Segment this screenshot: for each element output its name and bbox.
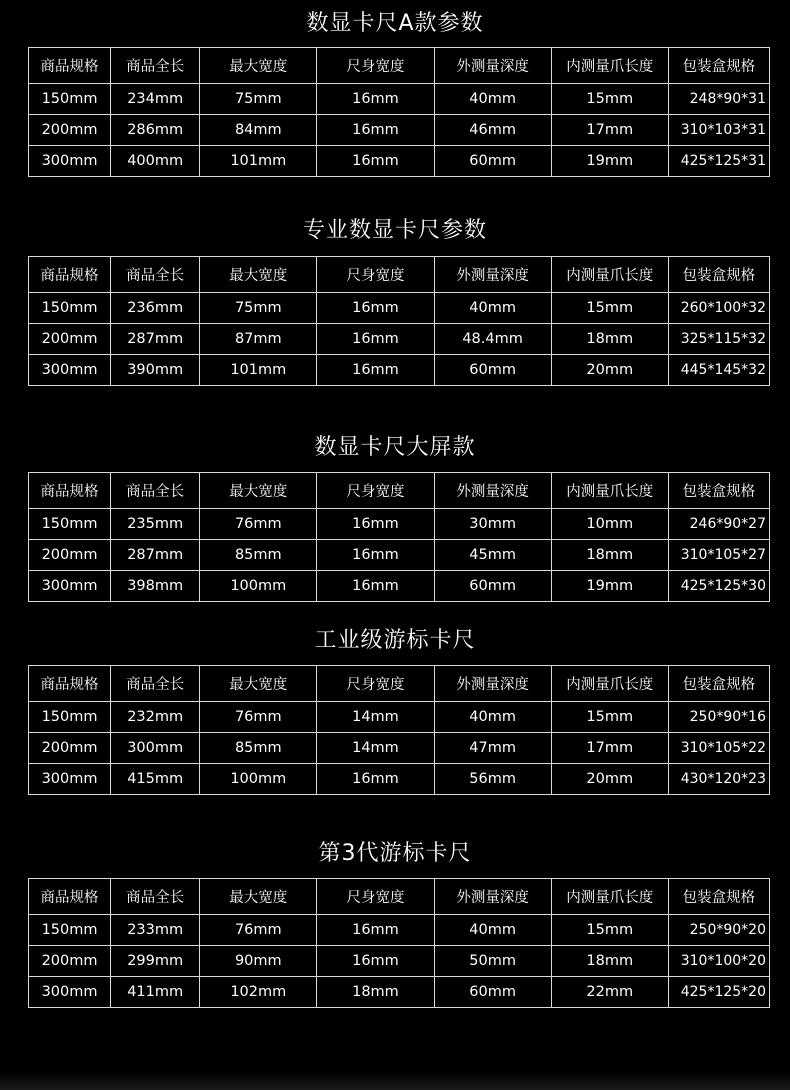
table-row bbox=[29, 946, 770, 977]
table-cell: 46mm bbox=[434, 115, 551, 146]
header-cell-max-width: 最大宽度 bbox=[200, 48, 317, 84]
table-cell: 325*115*32 bbox=[668, 324, 769, 355]
header-cell-max-width: 最大宽度 bbox=[200, 879, 317, 915]
table-cell: 22mm bbox=[551, 977, 668, 1008]
header-cell-max-width: 最大宽度 bbox=[200, 473, 317, 509]
table-cell: 40mm bbox=[434, 702, 551, 733]
table-cell: 150mm bbox=[29, 702, 111, 733]
table-cell: 16mm bbox=[317, 571, 434, 602]
table-cell: 236mm bbox=[111, 293, 200, 324]
table-cell: 200mm bbox=[29, 733, 111, 764]
header-row bbox=[29, 257, 770, 293]
header-row bbox=[29, 48, 770, 84]
section-title: 专业数显卡尺参数 bbox=[302, 218, 487, 243]
table-cell: 235mm bbox=[111, 509, 200, 540]
table-cell: 300mm bbox=[111, 733, 200, 764]
table-cell: 85mm bbox=[200, 733, 317, 764]
header-cell-body-width: 尺身宽度 bbox=[317, 666, 434, 702]
table-cell: 101mm bbox=[200, 355, 317, 386]
table-row bbox=[29, 115, 770, 146]
table-cell: 48.4mm bbox=[434, 324, 551, 355]
header-cell-inner-jaw: 内测量爪长度 bbox=[551, 473, 668, 509]
table-cell: 250*90*20 bbox=[668, 915, 769, 946]
table-cell: 430*120*23 bbox=[668, 764, 769, 795]
table-cell: 47mm bbox=[434, 733, 551, 764]
header-cell-body-width: 尺身宽度 bbox=[317, 48, 434, 84]
table-cell: 87mm bbox=[200, 324, 317, 355]
table-cell: 150mm bbox=[29, 915, 111, 946]
table-cell: 76mm bbox=[200, 702, 317, 733]
header-row bbox=[29, 666, 770, 702]
table-cell: 425*125*30 bbox=[668, 571, 769, 602]
table-cell: 40mm bbox=[434, 84, 551, 115]
table-cell: 40mm bbox=[434, 293, 551, 324]
header-cell-inner-jaw: 内测量爪长度 bbox=[551, 666, 668, 702]
table-cell: 50mm bbox=[434, 946, 551, 977]
header-cell-length: 商品全长 bbox=[111, 666, 200, 702]
table-row bbox=[29, 324, 770, 355]
table-cell: 84mm bbox=[200, 115, 317, 146]
spec-table bbox=[28, 472, 770, 602]
header-cell-body-width: 尺身宽度 bbox=[317, 473, 434, 509]
table-cell: 390mm bbox=[111, 355, 200, 386]
table-cell: 300mm bbox=[29, 764, 111, 795]
table-cell: 248*90*31 bbox=[668, 84, 769, 115]
table-cell: 310*105*22 bbox=[668, 733, 769, 764]
table-cell: 20mm bbox=[551, 355, 668, 386]
table-row bbox=[29, 764, 770, 795]
header-cell-spec: 商品规格 bbox=[29, 666, 111, 702]
table-cell: 19mm bbox=[551, 146, 668, 177]
header-cell-spec: 商品规格 bbox=[29, 879, 111, 915]
table-cell: 100mm bbox=[200, 571, 317, 602]
table-cell: 100mm bbox=[200, 764, 317, 795]
table-cell: 300mm bbox=[29, 571, 111, 602]
table-cell: 17mm bbox=[551, 733, 668, 764]
header-cell-outer-depth: 外测量深度 bbox=[434, 666, 551, 702]
table-cell: 200mm bbox=[29, 946, 111, 977]
header-cell-spec: 商品规格 bbox=[29, 473, 111, 509]
table-cell: 16mm bbox=[317, 293, 434, 324]
table-cell: 300mm bbox=[29, 977, 111, 1008]
table-cell: 232mm bbox=[111, 702, 200, 733]
table-row bbox=[29, 702, 770, 733]
table-cell: 45mm bbox=[434, 540, 551, 571]
spec-table bbox=[28, 665, 770, 795]
table-cell: 90mm bbox=[200, 946, 317, 977]
table-row bbox=[29, 571, 770, 602]
table-cell: 310*100*20 bbox=[668, 946, 769, 977]
table-cell: 250*90*16 bbox=[668, 702, 769, 733]
header-cell-package: 包装盒规格 bbox=[668, 48, 769, 84]
table-cell: 10mm bbox=[551, 509, 668, 540]
header-cell-max-width: 最大宽度 bbox=[200, 666, 317, 702]
table-cell: 75mm bbox=[200, 293, 317, 324]
table-cell: 102mm bbox=[200, 977, 317, 1008]
table-cell: 16mm bbox=[317, 540, 434, 571]
header-row bbox=[29, 473, 770, 509]
section-title: 工业级游标卡尺 bbox=[314, 628, 476, 653]
table-cell: 17mm bbox=[551, 115, 668, 146]
table-cell: 150mm bbox=[29, 293, 111, 324]
table-cell: 75mm bbox=[200, 84, 317, 115]
table-cell: 16mm bbox=[317, 84, 434, 115]
table-cell: 18mm bbox=[551, 540, 668, 571]
table-cell: 398mm bbox=[111, 571, 200, 602]
header-cell-length: 商品全长 bbox=[111, 473, 200, 509]
table-cell: 40mm bbox=[434, 915, 551, 946]
table-cell: 14mm bbox=[317, 702, 434, 733]
table-cell: 415mm bbox=[111, 764, 200, 795]
table-cell: 56mm bbox=[434, 764, 551, 795]
table-cell: 16mm bbox=[317, 115, 434, 146]
table-cell: 310*103*31 bbox=[668, 115, 769, 146]
header-cell-outer-depth: 外测量深度 bbox=[434, 473, 551, 509]
table-cell: 60mm bbox=[434, 571, 551, 602]
table-cell: 20mm bbox=[551, 764, 668, 795]
table-cell: 425*125*20 bbox=[668, 977, 769, 1008]
header-cell-length: 商品全长 bbox=[111, 48, 200, 84]
bottom-shadow bbox=[0, 1072, 790, 1090]
table-cell: 200mm bbox=[29, 324, 111, 355]
table-cell: 16mm bbox=[317, 509, 434, 540]
table-cell: 310*105*27 bbox=[668, 540, 769, 571]
table-cell: 18mm bbox=[317, 977, 434, 1008]
table-cell: 30mm bbox=[434, 509, 551, 540]
spec-table bbox=[28, 47, 770, 177]
table-cell: 425*125*31 bbox=[668, 146, 769, 177]
table-cell: 15mm bbox=[551, 915, 668, 946]
table-row bbox=[29, 509, 770, 540]
header-cell-outer-depth: 外测量深度 bbox=[434, 879, 551, 915]
table-cell: 411mm bbox=[111, 977, 200, 1008]
table-row bbox=[29, 355, 770, 386]
table-cell: 246*90*27 bbox=[668, 509, 769, 540]
table-cell: 15mm bbox=[551, 84, 668, 115]
header-cell-outer-depth: 外测量深度 bbox=[434, 257, 551, 293]
table-cell: 18mm bbox=[551, 946, 668, 977]
table-cell: 60mm bbox=[434, 977, 551, 1008]
table-row bbox=[29, 84, 770, 115]
table-cell: 16mm bbox=[317, 946, 434, 977]
table-row bbox=[29, 977, 770, 1008]
table-cell: 287mm bbox=[111, 540, 200, 571]
header-cell-spec: 商品规格 bbox=[29, 48, 111, 84]
header-cell-inner-jaw: 内测量爪长度 bbox=[551, 879, 668, 915]
table-cell: 60mm bbox=[434, 146, 551, 177]
table-cell: 233mm bbox=[111, 915, 200, 946]
table-cell: 16mm bbox=[317, 324, 434, 355]
header-cell-max-width: 最大宽度 bbox=[200, 257, 317, 293]
header-cell-body-width: 尺身宽度 bbox=[317, 257, 434, 293]
table-cell: 299mm bbox=[111, 946, 200, 977]
header-cell-package: 包装盒规格 bbox=[668, 257, 769, 293]
table-cell: 445*145*32 bbox=[668, 355, 769, 386]
header-row bbox=[29, 879, 770, 915]
table-cell: 150mm bbox=[29, 84, 111, 115]
table-row bbox=[29, 733, 770, 764]
table-cell: 16mm bbox=[317, 764, 434, 795]
table-cell: 14mm bbox=[317, 733, 434, 764]
table-cell: 150mm bbox=[29, 509, 111, 540]
header-cell-inner-jaw: 内测量爪长度 bbox=[551, 48, 668, 84]
table-cell: 76mm bbox=[200, 915, 317, 946]
table-cell: 60mm bbox=[434, 355, 551, 386]
table-cell: 85mm bbox=[200, 540, 317, 571]
table-cell: 400mm bbox=[111, 146, 200, 177]
table-cell: 287mm bbox=[111, 324, 200, 355]
table-cell: 18mm bbox=[551, 324, 668, 355]
header-cell-length: 商品全长 bbox=[111, 257, 200, 293]
header-cell-package: 包装盒规格 bbox=[668, 666, 769, 702]
header-cell-outer-depth: 外测量深度 bbox=[434, 48, 551, 84]
table-cell: 16mm bbox=[317, 146, 434, 177]
table-cell: 300mm bbox=[29, 146, 111, 177]
header-cell-length: 商品全长 bbox=[111, 879, 200, 915]
table-cell: 200mm bbox=[29, 540, 111, 571]
header-cell-package: 包装盒规格 bbox=[668, 473, 769, 509]
spec-table bbox=[28, 878, 770, 1008]
table-cell: 234mm bbox=[111, 84, 200, 115]
table-cell: 200mm bbox=[29, 115, 111, 146]
table-cell: 16mm bbox=[317, 355, 434, 386]
section-title: 第3代游标卡尺 bbox=[318, 841, 472, 866]
table-row bbox=[29, 915, 770, 946]
table-row bbox=[29, 540, 770, 571]
table-cell: 300mm bbox=[29, 355, 111, 386]
header-cell-body-width: 尺身宽度 bbox=[317, 879, 434, 915]
spec-table bbox=[28, 256, 770, 386]
header-cell-inner-jaw: 内测量爪长度 bbox=[551, 257, 668, 293]
table-cell: 15mm bbox=[551, 293, 668, 324]
table-row bbox=[29, 293, 770, 324]
table-cell: 260*100*32 bbox=[668, 293, 769, 324]
header-cell-spec: 商品规格 bbox=[29, 257, 111, 293]
header-cell-package: 包装盒规格 bbox=[668, 879, 769, 915]
section-title: 数显卡尺大屏款 bbox=[314, 435, 476, 460]
table-cell: 286mm bbox=[111, 115, 200, 146]
table-cell: 16mm bbox=[317, 915, 434, 946]
table-row bbox=[29, 146, 770, 177]
table-cell: 101mm bbox=[200, 146, 317, 177]
table-cell: 15mm bbox=[551, 702, 668, 733]
section-title: 数显卡尺A款参数 bbox=[306, 11, 484, 36]
table-cell: 19mm bbox=[551, 571, 668, 602]
table-cell: 76mm bbox=[200, 509, 317, 540]
